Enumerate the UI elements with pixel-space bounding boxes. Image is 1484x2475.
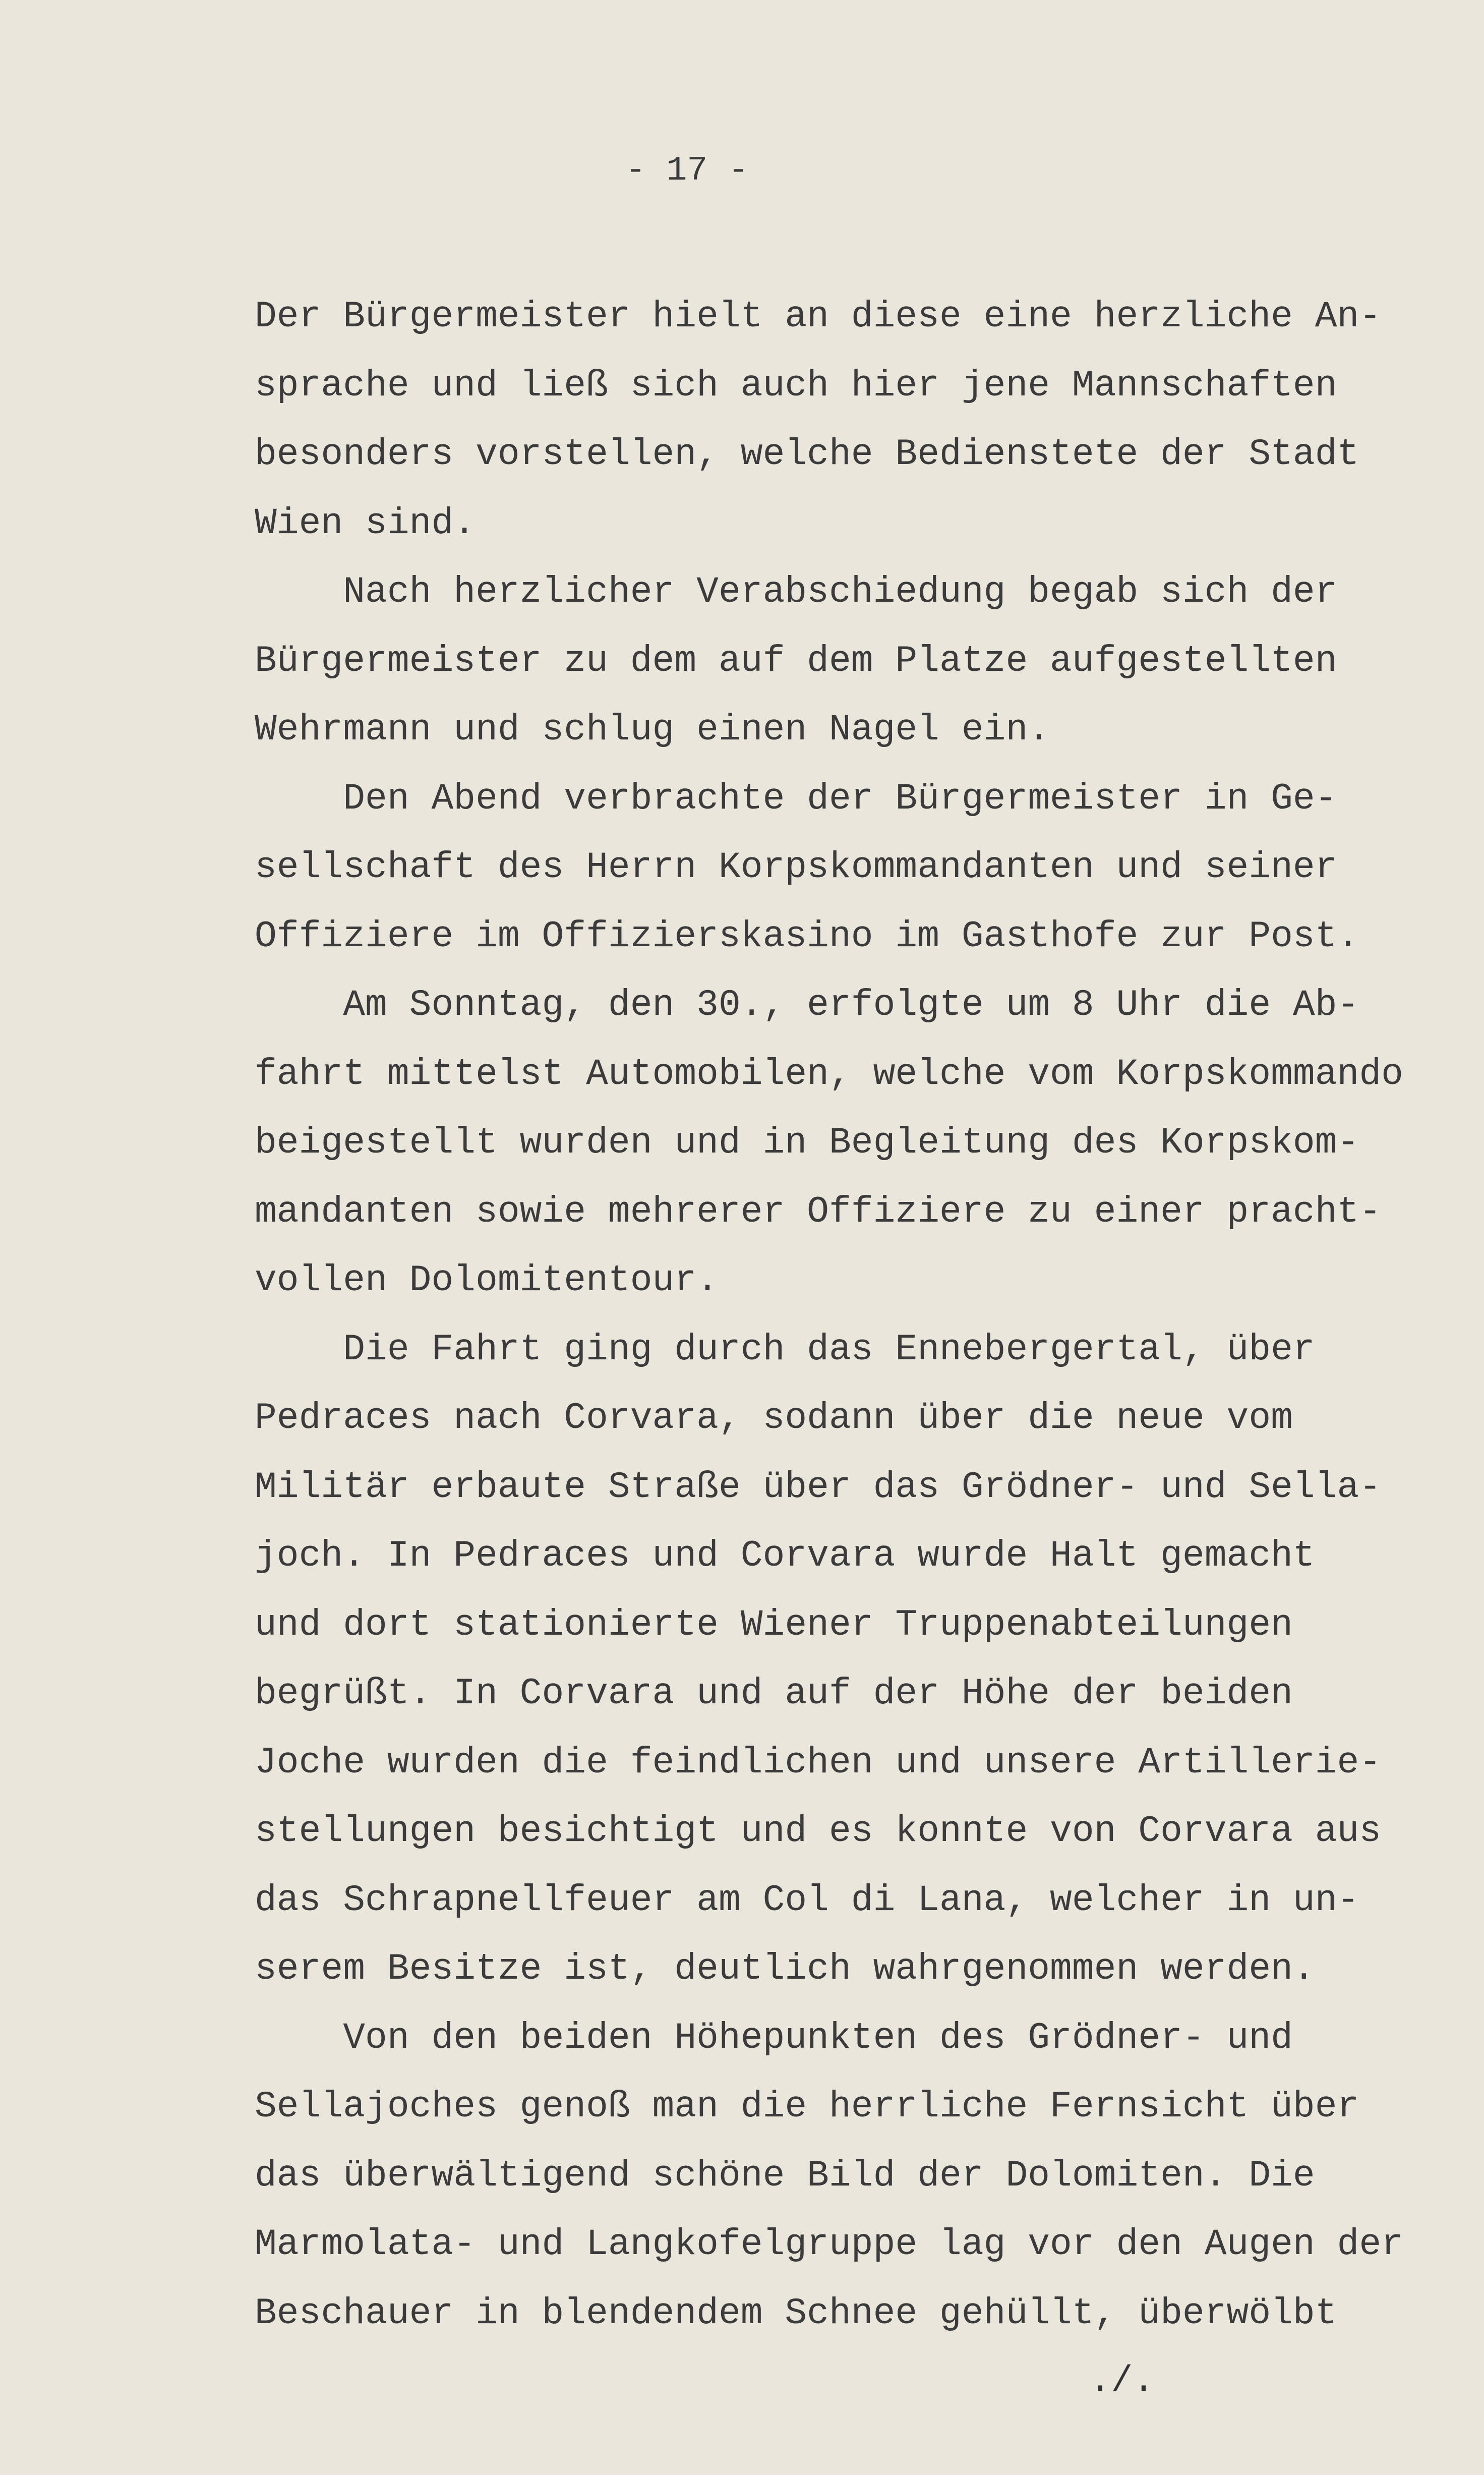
text-line: fahrt mittelst Automobilen, welche vom Korpskommando	[255, 1053, 1403, 1095]
text-line: mandanten sowie mehrerer Offiziere zu einer pracht-	[255, 1190, 1382, 1233]
text-line: joch. In Pedraces und Corvara wurde Halt gemacht	[255, 1535, 1315, 1577]
text-line: beigestellt wurden und in Begleitung des Korpskom-	[255, 1122, 1359, 1164]
text-line: Pedraces nach Corvara, sodann über die neue vom	[255, 1397, 1293, 1439]
text-line: Die Fahrt ging durch das Ennebergertal, über	[255, 1328, 1315, 1370]
text-line: Beschauer in blendendem Schnee gehüllt, überwölbt	[255, 2292, 1337, 2334]
text-line: Marmolata- und Langkofelgruppe lag vor den Augen der	[255, 2223, 1403, 2265]
text-line: sellschaft des Herrn Korpskommandanten und seiner	[255, 846, 1337, 888]
continuation-mark: ./.	[1089, 2361, 1155, 2402]
text-line: sprache und ließ sich auch hier jene Mannschaften	[255, 364, 1337, 407]
text-line: Wien sind.	[255, 502, 476, 544]
text-line: besonders vorstellen, welche Bedienstete der Stadt	[255, 433, 1359, 475]
text-line: stellungen besichtigt und es konnte von Corvara aus	[255, 1810, 1382, 1852]
text-line: Am Sonntag, den 30., erfolgte um 8 Uhr die Ab-	[255, 984, 1359, 1026]
text-line: Wehrmann und schlug einen Nagel ein.	[255, 709, 1050, 751]
text-line: Sellajoches genoß man die herrliche Fernsicht über	[255, 2086, 1359, 2127]
text-line: begrüßt. In Corvara und auf der Höhe der beiden	[255, 1673, 1293, 1714]
text-line: Den Abend verbrachte der Bürgermeister in Ge-	[255, 777, 1337, 820]
text-line: Der Bürgermeister hielt an diese eine herzliche An-	[255, 296, 1382, 337]
text-line: Joche wurden die feindlichen und unsere Artillerie-	[255, 1741, 1382, 1783]
text-line: das Schrapnellfeuer am Col di Lana, welcher in un-	[255, 1879, 1359, 1921]
body-text	[255, 282, 1403, 2348]
text-line: Nach herzlicher Verabschiedung begab sich der	[255, 571, 1337, 613]
text-line: serem Besitze ist, deutlich wahrgenommen werden.	[255, 1948, 1315, 1990]
text-line: Von den beiden Höhepunkten des Grödner- und	[255, 2017, 1293, 2059]
text-line: vollen Dolomitentour.	[255, 1259, 719, 1301]
page-number: - 17 -	[625, 151, 749, 190]
text-line: und dort stationierte Wiener Truppenabteilungen	[255, 1603, 1293, 1646]
text-line: Militär erbaute Straße über das Grödner- und Sella-	[255, 1466, 1382, 1508]
text-line: Offiziere im Offizierskasino im Gasthofe zur Post.	[255, 915, 1359, 957]
text-line: Bürgermeister zu dem auf dem Platze aufgestellten	[255, 640, 1337, 682]
text-line: das überwältigend schöne Bild der Dolomiten. Die	[255, 2154, 1315, 2197]
